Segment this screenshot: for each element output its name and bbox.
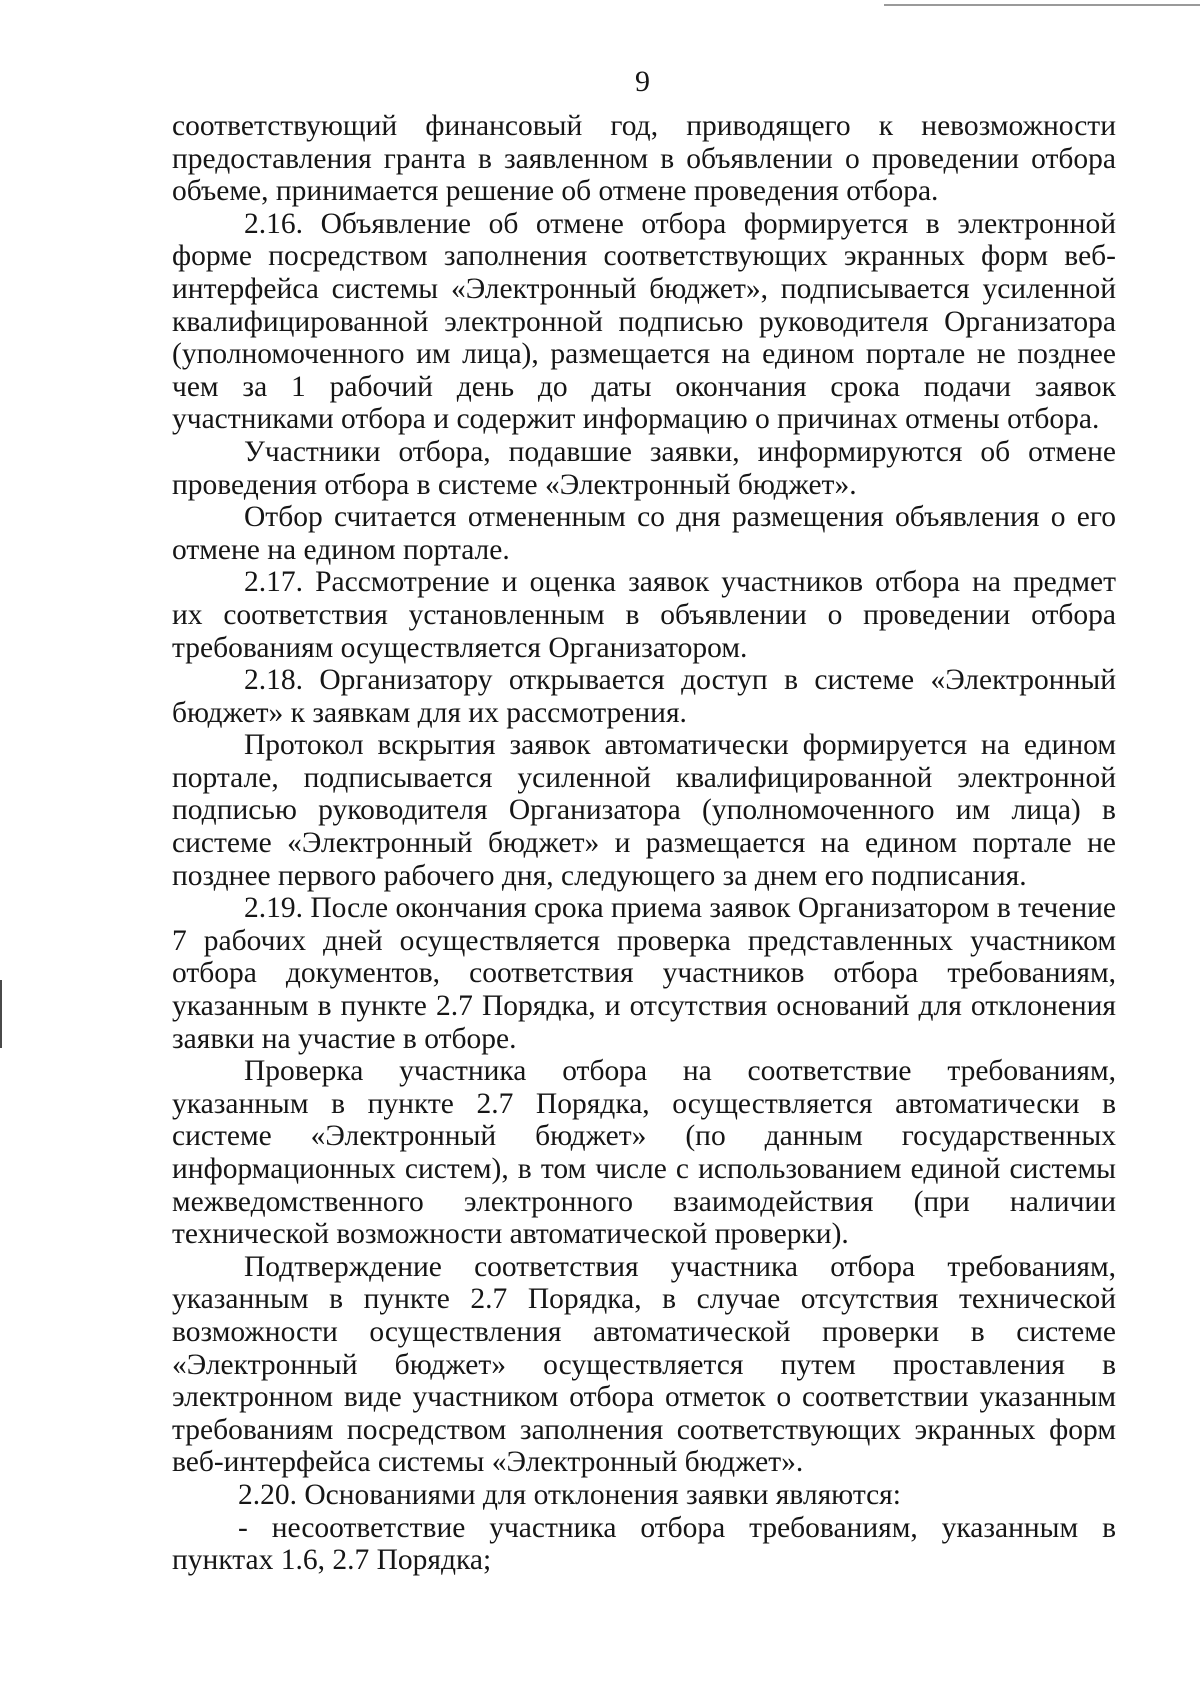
paragraph-opening-protocol: Протокол вскрытия заявок автоматически формируется на едином портале, подписывается усиленной квалифицированной электронной подписью руководителя Организатора (уполномоченного им лица) в системе «Электронный бюджет» и размещается на едином портале не позднее первого рабочего дня, следующего за днем его подписания. (172, 729, 1116, 892)
list-item-rejection-reason: - несоответствие участника отбора требованиям, указанным в пунктах 1.6, 2.7 Порядка; (172, 1511, 1116, 1577)
page-number: 9 (635, 65, 650, 98)
scan-margin-mark (0, 980, 2, 1048)
paragraph-automatic-check: Проверка участника отбора на соответствие требованиям, указанным в пункте 2.7 Порядка, осуществляется автоматически в системе «Электронный бюджет» (по данным государственных информационных систем), в том числе с использованием единой системы межведомственного электронного взаимодействия (при наличии технической возможности автоматической проверки). (172, 1055, 1116, 1251)
paragraph-2-16: 2.16. Объявление об отмене отбора формируется в электронной форме посредством заполнения соответствующих экранных форм веб-интерфейса системы «Электронный бюджет», подписывается усиленной квалифицированной электронной подписью руководителя Организатора (уполномоченного им лица), размещается на едином портале не позднее чем за 1 рабочий день до даты окончания срока подачи заявок участниками отбора и содержит информацию о причинах отмены отбора. (172, 207, 1116, 436)
scan-top-rule (884, 4, 1200, 6)
document-body (172, 110, 1116, 1577)
paragraph-confirmation: Подтверждение соответствия участника отбора требованиям, указанным в пункте 2.7 Порядка, в случае отсутствия технической возможности осуществления автоматической проверки в системе «Электронный бюджет» осуществляется путем проставления в электронном виде участником отбора отметок о соответствии указанным требованиям посредством заполнения соответствующих экранных форм веб-интерфейса системы «Электронный бюджет». (172, 1250, 1116, 1479)
paragraph-2-20: 2.20. Основаниями для отклонения заявки являются: (238, 1478, 901, 1511)
paragraph-2-19: 2.19. После окончания срока приема заявок Организатором в течение 7 рабочих дней осуществляется проверка представленных участником отбора документов, соответствия участников отбора требованиям, указанным в пункте 2.7 Порядка, и отсутствия оснований для отклонения заявки на участие в отборе. (172, 892, 1117, 1055)
paragraph-2-17: 2.17. Рассмотрение и оценка заявок участников отбора на предмет их соответствия установленным в объявлении о проведении отбора требованиям осуществляется Организатором. (172, 566, 1116, 664)
paragraph-selection-cancelled: Отбор считается отмененным со дня размещения объявления о его отмене на едином портале. (172, 501, 1116, 566)
paragraph-2-18: 2.18. Организатору открывается доступ в системе «Электронный бюджет» к заявкам для их рассмотрения. (172, 664, 1116, 729)
paragraph-continuation: соответствующий финансовый год, приводящего к невозможности предоставления гранта в заявленном в объявлении о проведении отбора объеме, принимается решение об отмене проведения отбора. (172, 110, 1116, 208)
paragraph-participants-informed: Участники отбора, подавшие заявки, информируются об отмене проведения отбора в системе «Электронный бюджет». (172, 435, 1116, 501)
